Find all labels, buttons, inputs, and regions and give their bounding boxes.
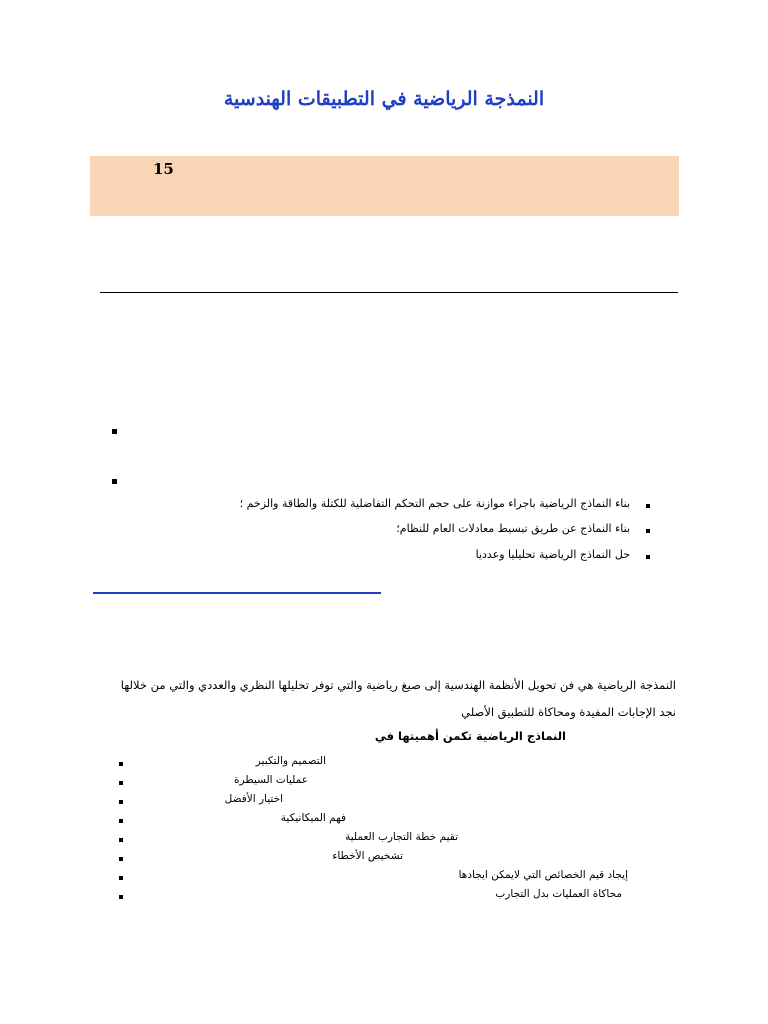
importance-item: فهم الميكانيكية (280, 812, 346, 824)
chapter-banner (90, 156, 679, 216)
bullet-dot-icon (119, 895, 123, 899)
importance-item: إيجاد قيم الخصائص التي لايمكن ايجادها (458, 869, 628, 881)
empty-bullet (112, 429, 117, 434)
bullet-dot-icon (119, 819, 123, 823)
bullet-square-icon (646, 529, 650, 533)
bullet-dot-icon (119, 876, 123, 880)
bullet-dot-icon (119, 800, 123, 804)
objective-item: بناء النماذج عن طريق تبسيط معادلات العام للنظام؛ (396, 522, 630, 535)
importance-heading: النماذج الرياضية تكمن أهميتها في (374, 729, 566, 743)
chapter-number: 15 (153, 160, 174, 178)
importance-item: تشخيص الأخطاء (332, 850, 403, 862)
page-title: النمذجة الرياضية في التطبيقات الهندسية (223, 88, 545, 110)
bullet-dot-icon (119, 762, 123, 766)
objective-item: بناء النماذج الرياضية باجراء موازنة على حجم التحكم التفاضلية للكتلة والطاقة والزخم ؛ (239, 497, 630, 510)
definition-line: نجد الإجابات المفيدة ومحاكاة للتطبيق الأصلي (461, 705, 676, 719)
empty-bullet (112, 479, 117, 484)
bullet-square-icon (646, 555, 650, 559)
section-divider (93, 592, 381, 594)
bullet-square-icon (646, 504, 650, 508)
bullet-dot-icon (119, 838, 123, 842)
importance-item: اختيار الأفضل (224, 793, 283, 805)
definition-line: النمذجة الرياضية هي فن تحويل الأنظمة الهندسية إلى صيغ رياضية والتي توفر تحليلها النظري والعددي والتي من خلالها (120, 678, 676, 692)
importance-item: التصميم والتكبير (255, 755, 326, 767)
importance-item: عمليات السيطرة (234, 774, 308, 786)
importance-item: محاكاة العمليات بدل التجارب (495, 888, 622, 900)
importance-item: تقيم خطة التجارب العملية (345, 831, 458, 843)
horizontal-rule (100, 292, 678, 293)
bullet-dot-icon (119, 781, 123, 785)
objective-item: حل النماذج الرياضية تحليليا وعدديا (475, 548, 630, 561)
bullet-dot-icon (119, 857, 123, 861)
